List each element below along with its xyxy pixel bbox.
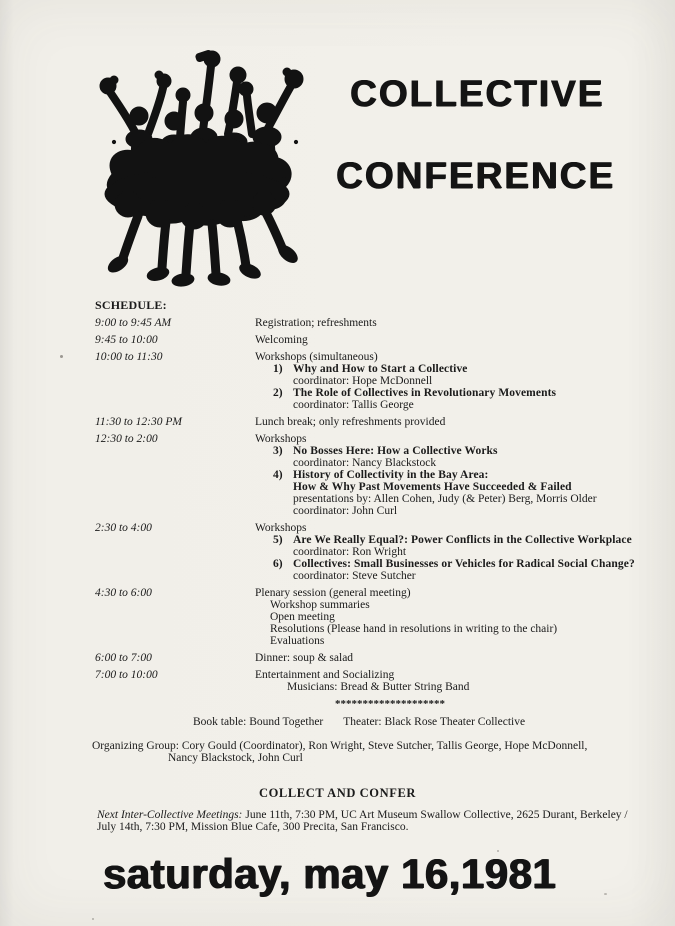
time-cell: 10:00 to 11:30 (95, 351, 163, 363)
time-cell: 12:30 to 2:00 (95, 433, 158, 445)
flyer-body (0, 299, 675, 897)
workshop-title: How & Why Past Movements Have Succeeded & Failed (293, 481, 572, 493)
workshop-item (273, 534, 661, 558)
time-cell: 9:00 to 9:45 AM (95, 317, 172, 329)
schedule-heading: SCHEDULE: (95, 298, 167, 312)
activity-cell: Registration; refreshments (255, 317, 377, 329)
workshop-detail: coordinator: Hope McDonnell (293, 375, 433, 387)
schedule-row (95, 416, 661, 428)
workshop-number: 4) (273, 469, 283, 481)
time-cell: 11:30 to 12:30 PM (95, 416, 182, 428)
schedule-row (95, 334, 661, 346)
workshop-number: 3) (273, 445, 283, 457)
time-cell: 2:30 to 4:00 (95, 522, 152, 534)
workshop-title: Why and How to Start a Collective (293, 363, 468, 375)
workshop-number: 2) (273, 387, 283, 399)
schedule-row (95, 317, 661, 329)
musicians-line: Musicians: Bread & Butter String Band (287, 681, 470, 693)
venue-line (193, 716, 675, 728)
plenary-sub-line: Evaluations (270, 635, 325, 647)
time-cell: 4:30 to 6:00 (95, 587, 152, 599)
schedule-row (95, 433, 661, 517)
activity-cell: Dinner: soup & salad (255, 652, 354, 664)
workshop-title: Are We Really Equal?: Power Conflicts in the Collective Workplace (293, 534, 632, 546)
scan-speck (604, 893, 607, 895)
workshop-item (273, 363, 661, 387)
workshop-number: 1) (273, 363, 283, 375)
page-title-line2: CONFERENCE (336, 155, 616, 196)
time-cell: 7:00 to 10:00 (95, 669, 158, 681)
plenary-sub-line: Workshop summaries (270, 599, 370, 611)
activity-cell: Plenary session (general meeting) (255, 587, 411, 599)
next-meetings-line1: June 11th, 7:30 PM, UC Art Museum Swallow Collective, 2625 Durant, Berkeley / (245, 809, 628, 821)
activity-cell: Entertainment and Socializing (255, 669, 395, 681)
slogan: COLLECT AND CONFER (258, 786, 417, 800)
activity-cell: Workshops (255, 433, 307, 445)
next-meetings (97, 809, 661, 833)
workshop-title: Collectives: Small Businesses or Vehicles for Radical Social Change? (293, 558, 635, 570)
workshop-item (273, 387, 661, 411)
organizing-group (92, 740, 675, 764)
activity-cell: Lunch break; only refreshments provided (255, 416, 446, 428)
page-title-line1: COLLECTIVE (350, 73, 605, 114)
activity-cell: Workshops (simultaneous) (255, 351, 378, 363)
scan-speck (60, 355, 63, 358)
workshop-item (273, 445, 661, 469)
workshop-detail: presentations by: Allen Cohen, Judy (& Peter) Berg, Morris Older (293, 493, 597, 505)
workshop-number: 5) (273, 534, 283, 546)
activity-cell: Welcoming (255, 334, 308, 346)
book-table-label: Book table: Bound Together (193, 716, 324, 728)
workshop-title: No Bosses Here: How a Collective Works (293, 445, 498, 457)
asterisk-divider: ******************** (335, 698, 445, 710)
plenary-sub-line: Open meeting (270, 611, 335, 623)
workshop-detail: coordinator: John Curl (293, 505, 398, 517)
schedule-row (95, 587, 661, 647)
workshop-number: 6) (273, 558, 283, 570)
activity-cell: Workshops (255, 522, 307, 534)
schedule-row (95, 652, 661, 664)
workshop-detail: coordinator: Steve Sutcher (293, 570, 416, 582)
workshop-detail: coordinator: Ron Wright (293, 546, 407, 558)
scan-speck (497, 850, 499, 852)
workshop-detail: coordinator: Nancy Blackstock (293, 457, 437, 469)
schedule-row (95, 351, 661, 411)
organizing-line1: Organizing Group: Cory Gould (Coordinator), Ron Wright, Steve Sutcher, Tallis George, Hope McDonnell, (92, 740, 588, 752)
workshop-item (273, 558, 661, 582)
theater-label: Theater: Black Rose Theater Collective (343, 716, 526, 728)
schedule-row (95, 669, 661, 693)
raised-fists-illustration (84, 46, 316, 288)
scan-speck (92, 918, 94, 920)
schedule-section (0, 299, 675, 693)
schedule-row (95, 522, 661, 582)
workshop-title: History of Collectivity in the Bay Area: (293, 469, 489, 481)
event-date: saturday, may 16,1981 (102, 850, 557, 897)
workshop-title: The Role of Collectives in Revolutionary Movements (293, 387, 557, 399)
next-meetings-line2: July 14th, 7:30 PM, Mission Blue Cafe, 300 Precita, San Francisco. (97, 821, 409, 833)
workshop-detail: coordinator: Tallis George (293, 399, 414, 411)
workshop-item (273, 469, 661, 517)
plenary-sub-line: Resolutions (Please hand in resolutions in writing to the chair) (270, 623, 558, 635)
time-cell: 6:00 to 7:00 (95, 652, 152, 664)
time-cell: 9:45 to 10:00 (95, 334, 158, 346)
organizing-line2: Nancy Blackstock, John Curl (168, 752, 303, 764)
next-meetings-label: Next Inter-Collective Meetings: (97, 809, 243, 821)
